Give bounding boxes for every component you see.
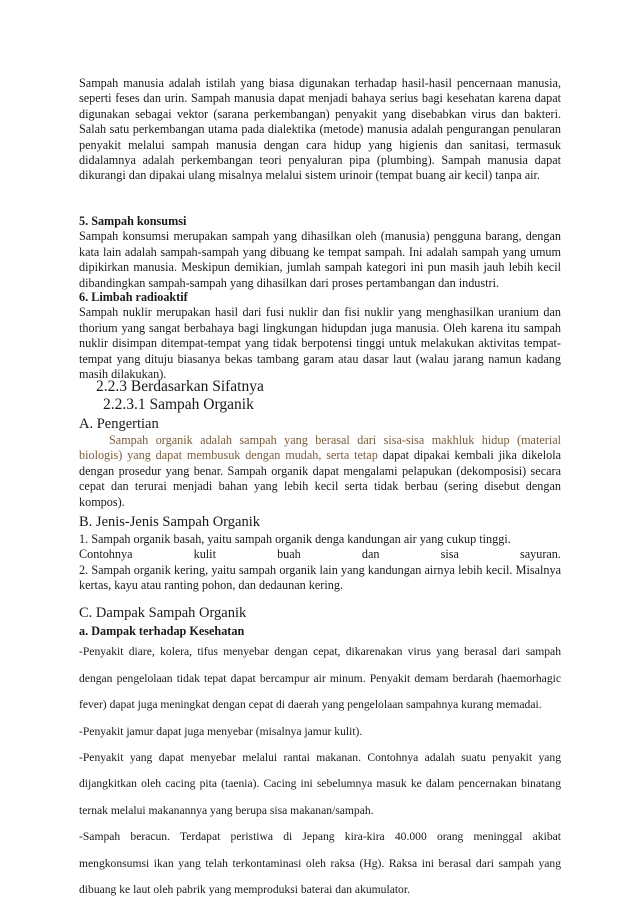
heading-dampak-sampah-organik: C. Dampak Sampah Organik bbox=[79, 605, 247, 621]
paragraph-sampah-manusia: Sampah manusia adalah istilah yang biasa digunakan terhadap hasil-hasil pencernaan manusia, seperti feses dan urin. Sampah manusia dapat menjadi bahaya serius bagi kesehatan karena dapat digunakan sebagai vektor (sarana perkembangan) penyakit yang disebabkan virus dan bakteri. Salah satu perkembangan utama pada dialektika (metode) manusia adalah pengurangan penularan penyakit melalui sampah manusia dengan cara hidup yang higienis dan sanitasi, termasuk didalamnya adalah perkembangan teori penyaluran pipa (plumbing). Sampah manusia dapat dikurangi dan dipakai ulang misalnya melalui sistem urinoir (tempat buang air kecil) tanpa air. bbox=[79, 76, 561, 183]
example-word: Contohnya bbox=[79, 547, 133, 562]
heading-berdasarkan-sifatnya: 2.2.3 Berdasarkan Sifatnya bbox=[96, 378, 264, 395]
dampak-paragraph: -Penyakit jamur dapat juga menyebar (misalnya jamur kulit). bbox=[79, 724, 363, 738]
section-sampah-konsumsi bbox=[79, 214, 561, 291]
dampak-paragraph: -Sampah beracun. Terdapat peristiwa di Jepang kira-kira 40.000 orang meninggal akibat mengkonsumsi ikan yang telah terkontaminasi oleh raksa (Hg). Raksa ini berasal dari sampah yang dibuang ke laut oleh pabrik yang memproduksi baterai dan akumulator. bbox=[79, 830, 561, 897]
section-jenis-sampah-organik bbox=[79, 532, 561, 594]
jenis-2-paragraph: 2. Sampah organik kering, yaitu sampah organik lain yang kandungan airnya lebih kecil. Misalnya kertas, kayu atau ranting pohon, dan dedaunan kering. bbox=[79, 562, 561, 593]
paragraph-limbah-radioaktif: Sampah nuklir merupakan hasil dari fusi nuklir dan fisi nuklir yang menghasilkan uranium dan thorium yang sangat berbahaya bagi lingkungan hidupdan juga manusia. Oleh karena itu sampah nuklir disimpan ditempat-tempat yang tidak berpotensi tinggi untuk melakukan aktivitas tempat-tempat yang dituju biasanya bekas tambang garam atau dasar laut (walau jarang namun kadang masih dilakukan). bbox=[79, 305, 561, 382]
section-sampah-manusia bbox=[79, 76, 561, 184]
section-pengertian bbox=[79, 433, 561, 510]
section-limbah-radioaktif bbox=[79, 290, 561, 382]
heading-jenis-sampah-organik: B. Jenis-Jenis Sampah Organik bbox=[79, 514, 260, 530]
heading-sampah-organik: 2.2.3.1 Sampah Organik bbox=[103, 396, 254, 413]
paragraph-pengertian bbox=[79, 433, 561, 510]
jenis-1-line: 1. Sampah organik basah, yaitu sampah organik denga kandungan air yang cukup tinggi. bbox=[79, 532, 511, 546]
example-word: kulit bbox=[193, 547, 216, 562]
heading-limbah-radioaktif: 6. Limbah radioaktif bbox=[79, 290, 188, 304]
heading-sampah-konsumsi: 5. Sampah konsumsi bbox=[79, 214, 187, 228]
example-word: sisa bbox=[440, 547, 459, 562]
section-dampak-kesehatan bbox=[79, 624, 561, 903]
example-word: buah bbox=[277, 547, 301, 562]
heading-dampak-kesehatan: a. Dampak terhadap Kesehatan bbox=[79, 624, 245, 638]
pengertian-rest-text: dapat dipakai kembali jika dikelola dengan prosedur yang benar. Sampah organik dapat mengalami pelapukan (dekomposisi) secara cepat dan terurai menjadi bahan yang lebih kecil serta tidak berbau (sering disebut dengan kompos). bbox=[79, 448, 561, 509]
jenis-1-example-line bbox=[79, 547, 561, 562]
example-word: dan bbox=[361, 547, 380, 562]
dampak-paragraph: -Penyakit diare, kolera, tifus menyebar dengan cepat, dikarenakan virus yang berasal dari sampah dengan pengelolaan tidak tepat dapat bercampur air minum. Penyakit demam berdarah (haemorhagic fever) dapat juga meningkat dengan cepat di daerah yang pengelolaan sampahnya kurang memadai. bbox=[79, 645, 561, 712]
dampak-paragraph: -Penyakit yang dapat menyebar melalui rantai makanan. Contohnya adalah suatu penyakit yang dijangkitkan oleh cacing pita (taenia). Cacing ini sebelumnya masuk ke dalam pencernakan binatang ternak melalui makanannya yang berupa sisa makanan/sampah. bbox=[79, 751, 561, 817]
heading-pengertian: A. Pengertian bbox=[79, 416, 159, 432]
paragraph-sampah-konsumsi: Sampah konsumsi merupakan sampah yang dihasilkan oleh (manusia) pengguna barang, dengan kata lain adalah sampah-sampah yang dibuang ke tempat sampah. Ini adalah sampah yang umum dipikirkan manusia. Meskipun demikian, jumlah sampah kategori ini pun masih jauh lebih kecil dibandingkan sampah-sampah yang dihasilkan dari proses pertambangan dan industri. bbox=[79, 229, 561, 290]
example-word: sayuran. bbox=[520, 547, 561, 562]
pengertian-highlight-text: Sampah organik adalah sampah yang berasal dari sisa-sisa makhluk hidup (material biologis) yang dapat membusuk dengan mudah, serta tetap bbox=[79, 433, 561, 463]
